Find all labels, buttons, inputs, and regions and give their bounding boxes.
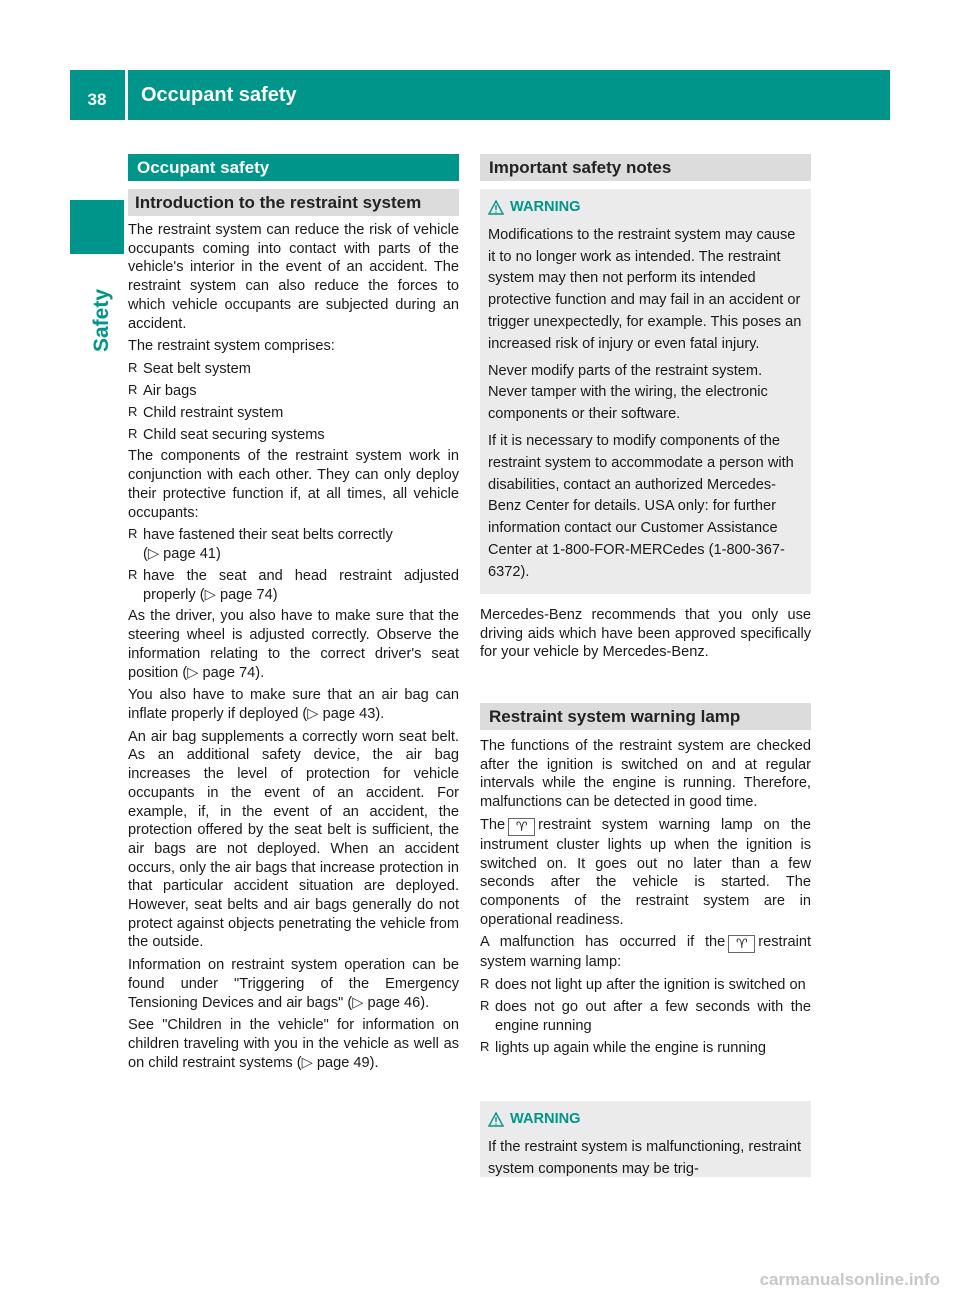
paragraph <box>480 933 811 972</box>
warning-header <box>488 1109 803 1131</box>
paragraph: The components of the restraint system work in conjunction with each other. They can only deploy their protective function if, at all times, all vehicle occupants: <box>128 448 459 521</box>
paragraph: As the driver, you also have to make sure that the steering wheel is adjusted correctly. Observe the information relating to the correct driver's seat position (▷ page 74). <box>128 608 459 681</box>
list-item <box>480 998 811 1035</box>
list-item <box>128 404 459 423</box>
page-ref-arrow-icon: ▷ <box>301 1054 313 1071</box>
warning-text: If the restraint system is malfunctioning, restraint system components may be trig- <box>488 1138 802 1177</box>
section-title-occupant-safety: Occupant safety <box>128 154 459 181</box>
left-body <box>128 221 459 1076</box>
side-tab-label: Safety <box>90 288 113 352</box>
warning-triangle-icon <box>488 200 504 215</box>
page-ref-link[interactable]: page 74 <box>202 664 256 681</box>
list-item-text: Child restraint system <box>143 404 284 421</box>
page-ref-link[interactable]: page 49 <box>316 1054 370 1071</box>
warning-header <box>488 197 803 219</box>
paragraph: See "Children in the vehicle" for information on children traveling with you in the vehicle as well as on child restraint systems (▷ page 49). <box>128 1017 459 1071</box>
section-title-important-safety-notes: Important safety notes <box>480 154 811 181</box>
side-tab-square <box>70 200 124 254</box>
page-number: 38 <box>87 90 107 109</box>
list-item-text: have fastened their seat belts correctly <box>143 527 393 544</box>
paragraph-text: See "Children in the vehicle" for information on children traveling with you in the vehicle as well as on child restraint systems <box>128 1017 459 1071</box>
bullet-icon: R <box>128 566 138 582</box>
list-item <box>480 976 811 995</box>
page-ref-link[interactable]: page 43 <box>322 706 376 722</box>
paragraph: An air bag supplements a correctly worn seat belt. As an additional safety device, the air bag increases the level of protection for vehicle occupants in the event of an accident. For example, if, in the event of an accident, the protection offered by the seat belt is sufficient, the air bags are not deployed. When an accident occurs, only the air bags that increase protection in that particular accident situation are deployed. However, seat belts and air bags generally do not protect against objects penetrating the vehicle from the outside. <box>128 728 459 951</box>
paragraph: The functions of the restraint system are checked after the ignition is switched on and at regular intervals while the engine is running. Therefore, malfunctions can be detected in good time. <box>480 738 811 811</box>
section-title-warning-lamp: Restraint system warning lamp <box>480 703 811 730</box>
list-item <box>128 360 459 379</box>
warning-box-2 <box>480 1101 811 1177</box>
list-item-text: Seat belt system <box>143 360 251 377</box>
list-malfunctions <box>480 976 811 1057</box>
header-divider <box>125 70 128 120</box>
bullet-icon: R <box>480 1038 490 1054</box>
warning-text: If it is necessary to modify components of the restraint system to accommodate a person with disabilities, contact an authorized Mercedes-Benz Center for details. USA only: for further information contact our Customer Assistance Center at 1-800-FOR-MERCedes (1-800-367-6372). <box>488 432 794 580</box>
paragraph: The restraint system comprises: <box>128 338 335 355</box>
bullet-icon: R <box>128 381 138 397</box>
warning-box <box>480 189 811 594</box>
list-item-text: Child seat securing systems <box>143 426 325 443</box>
paragraph: Information on restraint system operation can be found under "Triggering of the Emergency Tensioning Devices and air bags" (▷ page 46). <box>128 957 459 1011</box>
warning-label: WARNING <box>510 199 581 215</box>
list-item-text: does not light up after the ignition is switched on <box>495 977 806 994</box>
page-ref-link[interactable]: page 46 <box>367 994 421 1011</box>
list-item-text: lights up again while the engine is running <box>495 1039 766 1056</box>
bullet-icon: R <box>128 425 138 441</box>
list-components <box>128 360 459 444</box>
bullet-icon: R <box>128 403 138 419</box>
paragraph-text: You also have to make sure that an air bag can inflate properly if deployed <box>128 687 459 722</box>
list-item <box>128 426 459 445</box>
bullet-icon: R <box>128 526 138 542</box>
paragraph-text: As the driver, you also have to make sure that the steering wheel is adjusted correctly. Observe the information relating to the correct driver's seat position <box>128 608 459 681</box>
paragraph-text: A malfunction has occurred if the <box>480 934 726 951</box>
list-item <box>480 1039 811 1058</box>
bullet-icon: R <box>480 976 490 992</box>
airbag-warning-icon: ♈ <box>508 818 535 836</box>
bullet-icon: R <box>128 359 138 375</box>
header-title: Occupant safety <box>141 84 297 106</box>
paragraph <box>480 816 811 930</box>
watermark: carmanualsonline.info <box>759 1270 940 1289</box>
paragraph-text: restraint system warning lamp on the instrument cluster lights up when the ignition is switched on. It goes out no later than a few seconds after the vehicle is started. The components of the restraint system are in operational readiness. <box>480 816 811 928</box>
page-ref-link[interactable]: page 74 <box>219 586 273 603</box>
paragraph: The restraint system can reduce the risk of vehicle occupants coming into contact with parts of the vehicle's interior in the event of an accident. The restraint system can also reduce the forces to which vehicle occupants are subjected during an accident. <box>128 222 459 332</box>
list-item <box>128 382 459 401</box>
bullet-icon: R <box>480 997 490 1013</box>
list-item: R have fastened their seat belts correctly (▷ page 41) <box>128 526 393 562</box>
warning-text: Never modify parts of the restraint system. Never tamper with the wiring, the electronic components or their software. <box>488 362 768 423</box>
list-item: R have the seat and head restraint adjusted properly (▷ page 74) <box>128 566 459 603</box>
paragraph: You also have to make sure that an air bag can inflate properly if deployed (▷ page 43). <box>128 687 459 722</box>
page-ref-arrow-icon: ▷ <box>307 706 319 722</box>
section-title-introduction: Introduction to the restraint system <box>128 189 459 216</box>
list-occupants <box>128 526 459 604</box>
paragraph: Mercedes-Benz recommends that you only use driving aids which have been approved specifically for your vehicle by Mercedes-Benz. <box>480 607 811 661</box>
airbag-warning-icon: ♈ <box>728 935 755 953</box>
page-ref-arrow-icon: ▷ <box>204 586 216 603</box>
warning-triangle-icon <box>488 1112 504 1127</box>
list-item-text: Air bags <box>143 382 197 399</box>
right-body-1 <box>480 606 811 666</box>
paragraph-text: Information on restraint system operation can be found under "Triggering of the Emergency Tensioning Devices and air bags" <box>128 957 459 1011</box>
list-item-text: does not go out after a few seconds with the engine running <box>495 998 811 1034</box>
page-ref-link[interactable]: page 41 <box>163 546 216 562</box>
page-ref-arrow-icon: ▷ <box>352 994 364 1011</box>
paragraph-text: The <box>480 816 506 833</box>
list-item-text: have the seat and head restraint adjusted properly <box>143 567 459 603</box>
warning-text: Modifications to the restraint system may cause it to no longer work as intended. The restraint system may then not perform its intended protective function and may fail in an accident or trigger unexpectedly, for example. This poses an increased risk of injury or even fatal injury. <box>488 226 802 352</box>
page-ref-arrow-icon: ▷ <box>187 664 199 681</box>
page-ref-arrow-icon: ▷ <box>147 546 160 562</box>
warning-label: WARNING <box>510 1111 581 1127</box>
right-body-2 <box>480 737 811 1060</box>
paragraph-text: restraint system warning lamp: <box>480 934 811 971</box>
